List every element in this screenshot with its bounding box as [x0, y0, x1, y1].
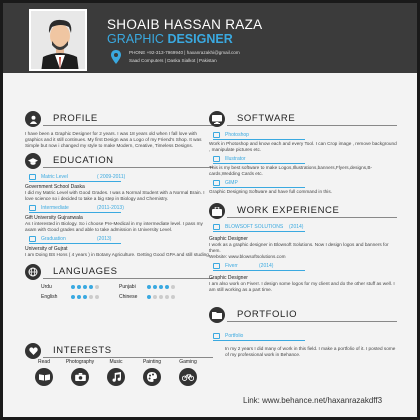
language-name: English: [41, 294, 58, 300]
language-item: [119, 282, 213, 292]
languages-list: [25, 282, 213, 304]
rating-dot-filled: [153, 285, 157, 289]
person-name: SHOAIB HASSAN RAZA: [107, 17, 263, 32]
divider: [213, 139, 305, 140]
portfolio-label: Portfolio: [225, 333, 244, 339]
book-icon: [35, 368, 53, 386]
software-text: Graphic Designing Software and have full command in this.: [209, 189, 332, 194]
rating-dot-filled: [159, 285, 163, 289]
education-level: Graduation: [41, 236, 66, 242]
interest-label: Music: [109, 359, 123, 365]
divider: [43, 167, 213, 168]
rating-dot-filled: [147, 295, 151, 299]
rating-dot-filled: [77, 295, 81, 299]
monitor-icon: [29, 174, 36, 180]
monitor-icon: [213, 180, 220, 186]
education-item: [25, 236, 213, 258]
rating-dot-empty: [165, 295, 169, 299]
behance-link[interactable]: Link: www.behance.net/haxanrazakdff3: [243, 396, 383, 405]
divider: [213, 187, 305, 188]
monitor-icon: [213, 132, 220, 138]
education-subheading: [25, 174, 213, 183]
divider: [43, 357, 213, 358]
contact-line-phone-email: PHONE +92-313-7969940 | haxanrazakhi@gmail.com: [129, 50, 240, 55]
education-heading: [25, 153, 213, 171]
education-item: [25, 205, 213, 233]
divider: [29, 212, 121, 213]
monitor-icon: [213, 224, 220, 230]
rating-dot-empty: [89, 295, 93, 299]
experience-text: I work as a graphic designer in Blowsoft Solutions. Now I design logos and banners for them.: [209, 242, 389, 253]
resume-page: [3, 3, 417, 417]
rating-dot-filled: [77, 285, 81, 289]
education-level: Intermediate: [41, 205, 69, 211]
monitor-icon: [213, 263, 220, 269]
interest-label: Read: [38, 359, 50, 365]
software-name: Illustrator: [225, 156, 246, 162]
divider: [213, 270, 305, 271]
portfolio-text: In my 2 years I did many of work in this field. I make a portfolio of it. I posted some of my professional work in Behance.: [225, 346, 396, 357]
monitor-icon: [29, 236, 36, 242]
divider: [213, 340, 305, 341]
language-rating: [147, 285, 175, 289]
portfolio-heading: [209, 307, 397, 325]
rating-dot-filled: [89, 285, 93, 289]
interest-label: Photography: [65, 359, 95, 365]
education-subheading: [25, 236, 213, 245]
music-icon: [107, 368, 125, 386]
divider: [227, 321, 397, 322]
divider: [213, 163, 305, 164]
experience-website[interactable]: Website: www.blowsoftsolutions.com: [209, 254, 286, 259]
heart-icon: [25, 343, 41, 359]
education-text: I did my Matric Level with Good Grades. I was a Normal Student with a Normal Brain. I love science so i decided to take a big step in Biology and Chemistry.: [25, 190, 205, 201]
experience-item: [209, 263, 397, 293]
header-banner: [3, 3, 417, 73]
portfolio-title: PORTFOLIO: [237, 309, 298, 320]
graduation-cap-icon: [25, 153, 41, 169]
divider: [213, 231, 305, 232]
monitor-icon: [213, 333, 220, 339]
job-title: [107, 32, 233, 46]
education-school: Gift University Gujranwala: [25, 215, 83, 221]
language-item: [25, 282, 119, 292]
palette-icon: [143, 368, 161, 386]
monitor-icon: [29, 205, 36, 211]
education-level: Matric Level: [41, 174, 68, 180]
rating-dot-empty: [159, 295, 163, 299]
left-column: [25, 111, 213, 304]
company-name: BLOWSOFT SOLUTIONS: [225, 224, 284, 230]
education-school: Government School Daska: [25, 184, 85, 190]
experience-role: Graphic Designer: [209, 275, 248, 281]
software-text: Work in Photoshop and know each and every Tool. I can Crop image , remove background , manipulate pictures etc.: [209, 141, 397, 152]
education-text: As I interested in Biology. So i choose Pre-Medical in my intermediate level. I pass my axam with Good grades and able to take admission in University Level.: [25, 221, 203, 232]
software-subheading: [209, 132, 397, 141]
rating-dot-filled: [71, 295, 75, 299]
contact-line-address: Saad Computers | Daska Sialkot | Pakistan: [129, 58, 217, 63]
divider: [29, 243, 121, 244]
language-item: [119, 292, 213, 302]
interest-item: [101, 359, 131, 386]
briefcase-icon: [209, 203, 225, 219]
location-pin-icon: [111, 50, 121, 64]
software-item: [209, 156, 397, 177]
rating-dot-filled: [83, 295, 87, 299]
education-school: University of Gujrat: [25, 246, 68, 252]
divider: [227, 125, 397, 126]
rating-dot-empty: [95, 295, 99, 299]
experience-role: Graphic Designer: [209, 236, 248, 242]
profile-title: PROFILE: [53, 113, 98, 124]
rating-dot-empty: [153, 295, 157, 299]
software-title: SOFTWARE: [237, 113, 296, 124]
education-text: I am Doing BS Hons ( 4 years ) in Botany Agriculture. Getting Good GPA and still studing.: [25, 252, 211, 257]
language-item: [25, 292, 119, 302]
interest-item: [65, 359, 95, 386]
experience-date: (2014): [289, 224, 304, 230]
profile-photo: [29, 9, 87, 71]
rating-dot-filled: [71, 285, 75, 289]
language-name: Urdu: [41, 284, 52, 290]
experience-subheading: [209, 263, 397, 272]
language-name: Chinese: [119, 294, 138, 300]
experience-date: (2014): [259, 263, 274, 269]
education-title: EDUCATION: [53, 155, 114, 166]
software-name: GIMP: [225, 180, 238, 186]
experience-item: [209, 224, 397, 260]
software-item: [209, 180, 397, 195]
rating-dot-empty: [171, 295, 175, 299]
camera-icon: [71, 368, 89, 386]
language-rating: [71, 285, 99, 289]
education-date: ( 2009-2011): [97, 174, 126, 180]
divider: [43, 125, 213, 126]
computer-icon: [209, 111, 225, 127]
education-subheading: [25, 205, 213, 214]
rating-dot-empty: [171, 285, 175, 289]
right-column: [209, 111, 397, 358]
rating-dot-filled: [147, 285, 151, 289]
experience-subheading: [209, 224, 397, 233]
interest-item: [173, 359, 203, 386]
folder-icon: [209, 307, 225, 323]
language-name: Punjabi: [119, 284, 136, 290]
language-rating: [147, 295, 175, 299]
contact-info: [129, 49, 240, 65]
education-date: (2013): [97, 236, 112, 242]
software-subheading: [209, 180, 397, 189]
software-heading: [209, 111, 397, 129]
profile-heading: [25, 111, 213, 129]
monitor-icon: [213, 156, 220, 162]
experience-title: WORK EXPERIENCE: [237, 205, 340, 216]
divider: [29, 181, 121, 182]
software-item: [209, 132, 397, 153]
rating-dot-empty: [95, 285, 99, 289]
experience-text: I am also work on Fiverr. I design some logos for my client and do the other stuff as well. I am still working as a part time.: [209, 281, 395, 292]
education-date: (2011-2013): [97, 205, 124, 211]
languages-title: LANGUAGES: [53, 266, 118, 277]
interest-label: Gaming: [179, 359, 197, 365]
rating-dot-filled: [83, 285, 87, 289]
portfolio-subheading: [209, 333, 397, 342]
profile-text: I have been a Graphic Designer for 2 years. I was 18 years old when I fall love with graphics and it still continues. My first Design was a Logo of my Friend's Shop. It was Simple but now i changed my style to make Modern, Creative, Timeless Designs.: [25, 131, 202, 148]
rating-dot-filled: [165, 285, 169, 289]
interest-label: Painting: [142, 359, 162, 365]
language-rating: [71, 295, 99, 299]
software-text: This is my best software to make Logos,Illustrations,banners,Flyers,designs,B-cards,Wedding Cards etc.: [209, 165, 373, 176]
languages-heading: [25, 264, 213, 282]
divider: [227, 217, 397, 218]
company-name: Fiverr: [225, 263, 238, 269]
globe-icon: [25, 264, 41, 280]
interest-item: [137, 359, 167, 386]
job-title-first: GRAPHIC: [107, 32, 164, 46]
divider: [43, 278, 213, 279]
user-icon: [25, 111, 41, 127]
experience-heading: [209, 203, 397, 221]
software-subheading: [209, 156, 397, 165]
job-title-second: DESIGNER: [167, 32, 233, 46]
interest-item: [29, 359, 59, 386]
software-name: Photoshop: [225, 132, 249, 138]
interests-title: INTERESTS: [53, 345, 112, 356]
education-item: [25, 174, 213, 202]
bike-icon: [179, 368, 197, 386]
